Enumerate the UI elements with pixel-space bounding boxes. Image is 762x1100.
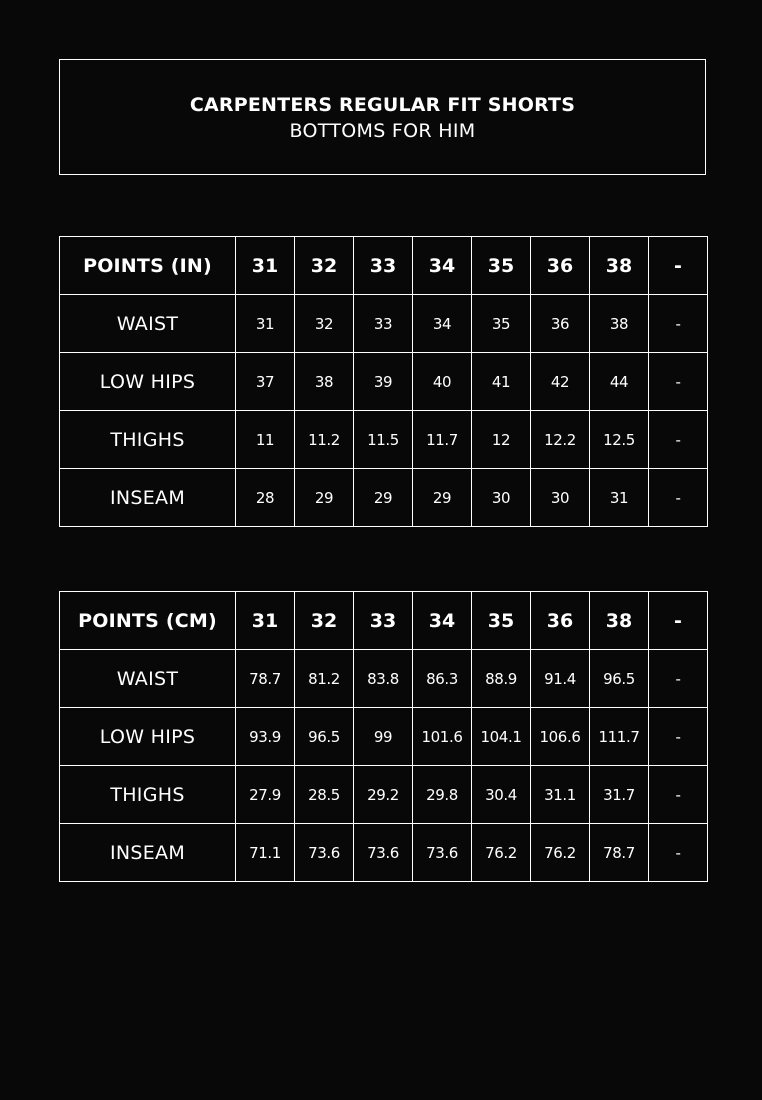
- table-cell: 31: [590, 469, 649, 527]
- size-column-header: 31: [236, 237, 295, 295]
- table-cell: 28.5: [295, 766, 354, 824]
- table-cell: 106.6: [531, 708, 590, 766]
- table-cell: 99: [354, 708, 413, 766]
- size-column-header: -: [649, 592, 708, 650]
- table-cell: -: [649, 353, 708, 411]
- table-cell: 78.7: [236, 650, 295, 708]
- table-cell: 30: [531, 469, 590, 527]
- table-cell: 28: [236, 469, 295, 527]
- table-cell: 30: [472, 469, 531, 527]
- table-cell: 111.7: [590, 708, 649, 766]
- size-column-header: 33: [354, 237, 413, 295]
- table-cell: 73.6: [354, 824, 413, 882]
- table-cell: -: [649, 824, 708, 882]
- table-cell: 12.2: [531, 411, 590, 469]
- table-cell: 71.1: [236, 824, 295, 882]
- table-cell: 38: [295, 353, 354, 411]
- table-cell: 31.7: [590, 766, 649, 824]
- table-corner-label: POINTS (IN): [60, 237, 236, 295]
- table-cell: 42: [531, 353, 590, 411]
- table-cell: 32: [295, 295, 354, 353]
- table-cell: -: [649, 469, 708, 527]
- size-column-header: 32: [295, 237, 354, 295]
- table-cell: 33: [354, 295, 413, 353]
- table-row: [60, 824, 708, 882]
- table-cell: 83.8: [354, 650, 413, 708]
- table-cell: 11.5: [354, 411, 413, 469]
- table-cell: 76.2: [531, 824, 590, 882]
- table-cell: 91.4: [531, 650, 590, 708]
- table-row: [60, 411, 708, 469]
- table-cell: 76.2: [472, 824, 531, 882]
- table-cell: 86.3: [413, 650, 472, 708]
- page-subtitle: BOTTOMS FOR HIM: [289, 120, 476, 142]
- row-label: WAIST: [60, 295, 236, 353]
- table-cell: 12.5: [590, 411, 649, 469]
- row-label: INSEAM: [60, 824, 236, 882]
- table-cell: 29: [354, 469, 413, 527]
- row-label: WAIST: [60, 650, 236, 708]
- table-row: [60, 353, 708, 411]
- size-table-centimeters: [59, 591, 708, 882]
- table-cell: 38: [590, 295, 649, 353]
- table-cell: 37: [236, 353, 295, 411]
- table-cell: 29: [295, 469, 354, 527]
- table-cell: 12: [472, 411, 531, 469]
- size-column-header: 34: [413, 592, 472, 650]
- table-cell: 104.1: [472, 708, 531, 766]
- size-column-header: 35: [472, 237, 531, 295]
- table-row: [60, 766, 708, 824]
- table-cell: 11: [236, 411, 295, 469]
- table-cell: 35: [472, 295, 531, 353]
- table-cell: 96.5: [590, 650, 649, 708]
- table-cell: 96.5: [295, 708, 354, 766]
- table-cell: 40: [413, 353, 472, 411]
- table-cell: 29.8: [413, 766, 472, 824]
- size-column-header: 38: [590, 237, 649, 295]
- size-column-header: 36: [531, 237, 590, 295]
- table-cell: 11.2: [295, 411, 354, 469]
- table-cell: 36: [531, 295, 590, 353]
- table-cell: 29: [413, 469, 472, 527]
- table-cell: 30.4: [472, 766, 531, 824]
- table-cell: -: [649, 411, 708, 469]
- table-cell: 31: [236, 295, 295, 353]
- size-column-header: 34: [413, 237, 472, 295]
- table-row: [60, 295, 708, 353]
- table-cell: -: [649, 708, 708, 766]
- table-cell: 34: [413, 295, 472, 353]
- row-label: THIGHS: [60, 411, 236, 469]
- table-corner-label: POINTS (CM): [60, 592, 236, 650]
- row-label: INSEAM: [60, 469, 236, 527]
- table-cell: 73.6: [295, 824, 354, 882]
- table-row: [60, 469, 708, 527]
- table-cell: 101.6: [413, 708, 472, 766]
- table-cell: 44: [590, 353, 649, 411]
- size-column-header: 33: [354, 592, 413, 650]
- size-column-header: 38: [590, 592, 649, 650]
- table-cell: 41: [472, 353, 531, 411]
- table-cell: -: [649, 295, 708, 353]
- title-box: [59, 59, 706, 175]
- table-cell: 81.2: [295, 650, 354, 708]
- table-cell: 78.7: [590, 824, 649, 882]
- table-header-row: [60, 237, 708, 295]
- table-cell: 31.1: [531, 766, 590, 824]
- size-table-inches: [59, 236, 708, 527]
- table-cell: 27.9: [236, 766, 295, 824]
- table-cell: 73.6: [413, 824, 472, 882]
- table-cell: -: [649, 650, 708, 708]
- table-cell: 39: [354, 353, 413, 411]
- size-column-header: 32: [295, 592, 354, 650]
- row-label: LOW HIPS: [60, 353, 236, 411]
- table-cell: -: [649, 766, 708, 824]
- size-column-header: 36: [531, 592, 590, 650]
- page-title: CARPENTERS REGULAR FIT SHORTS: [189, 94, 576, 116]
- row-label: THIGHS: [60, 766, 236, 824]
- table-cell: 29.2: [354, 766, 413, 824]
- row-label: LOW HIPS: [60, 708, 236, 766]
- table-cell: 93.9: [236, 708, 295, 766]
- size-column-header: 31: [236, 592, 295, 650]
- table-row: [60, 708, 708, 766]
- size-column-header: -: [649, 237, 708, 295]
- table-header-row: [60, 592, 708, 650]
- size-column-header: 35: [472, 592, 531, 650]
- table-row: [60, 650, 708, 708]
- table-cell: 88.9: [472, 650, 531, 708]
- table-cell: 11.7: [413, 411, 472, 469]
